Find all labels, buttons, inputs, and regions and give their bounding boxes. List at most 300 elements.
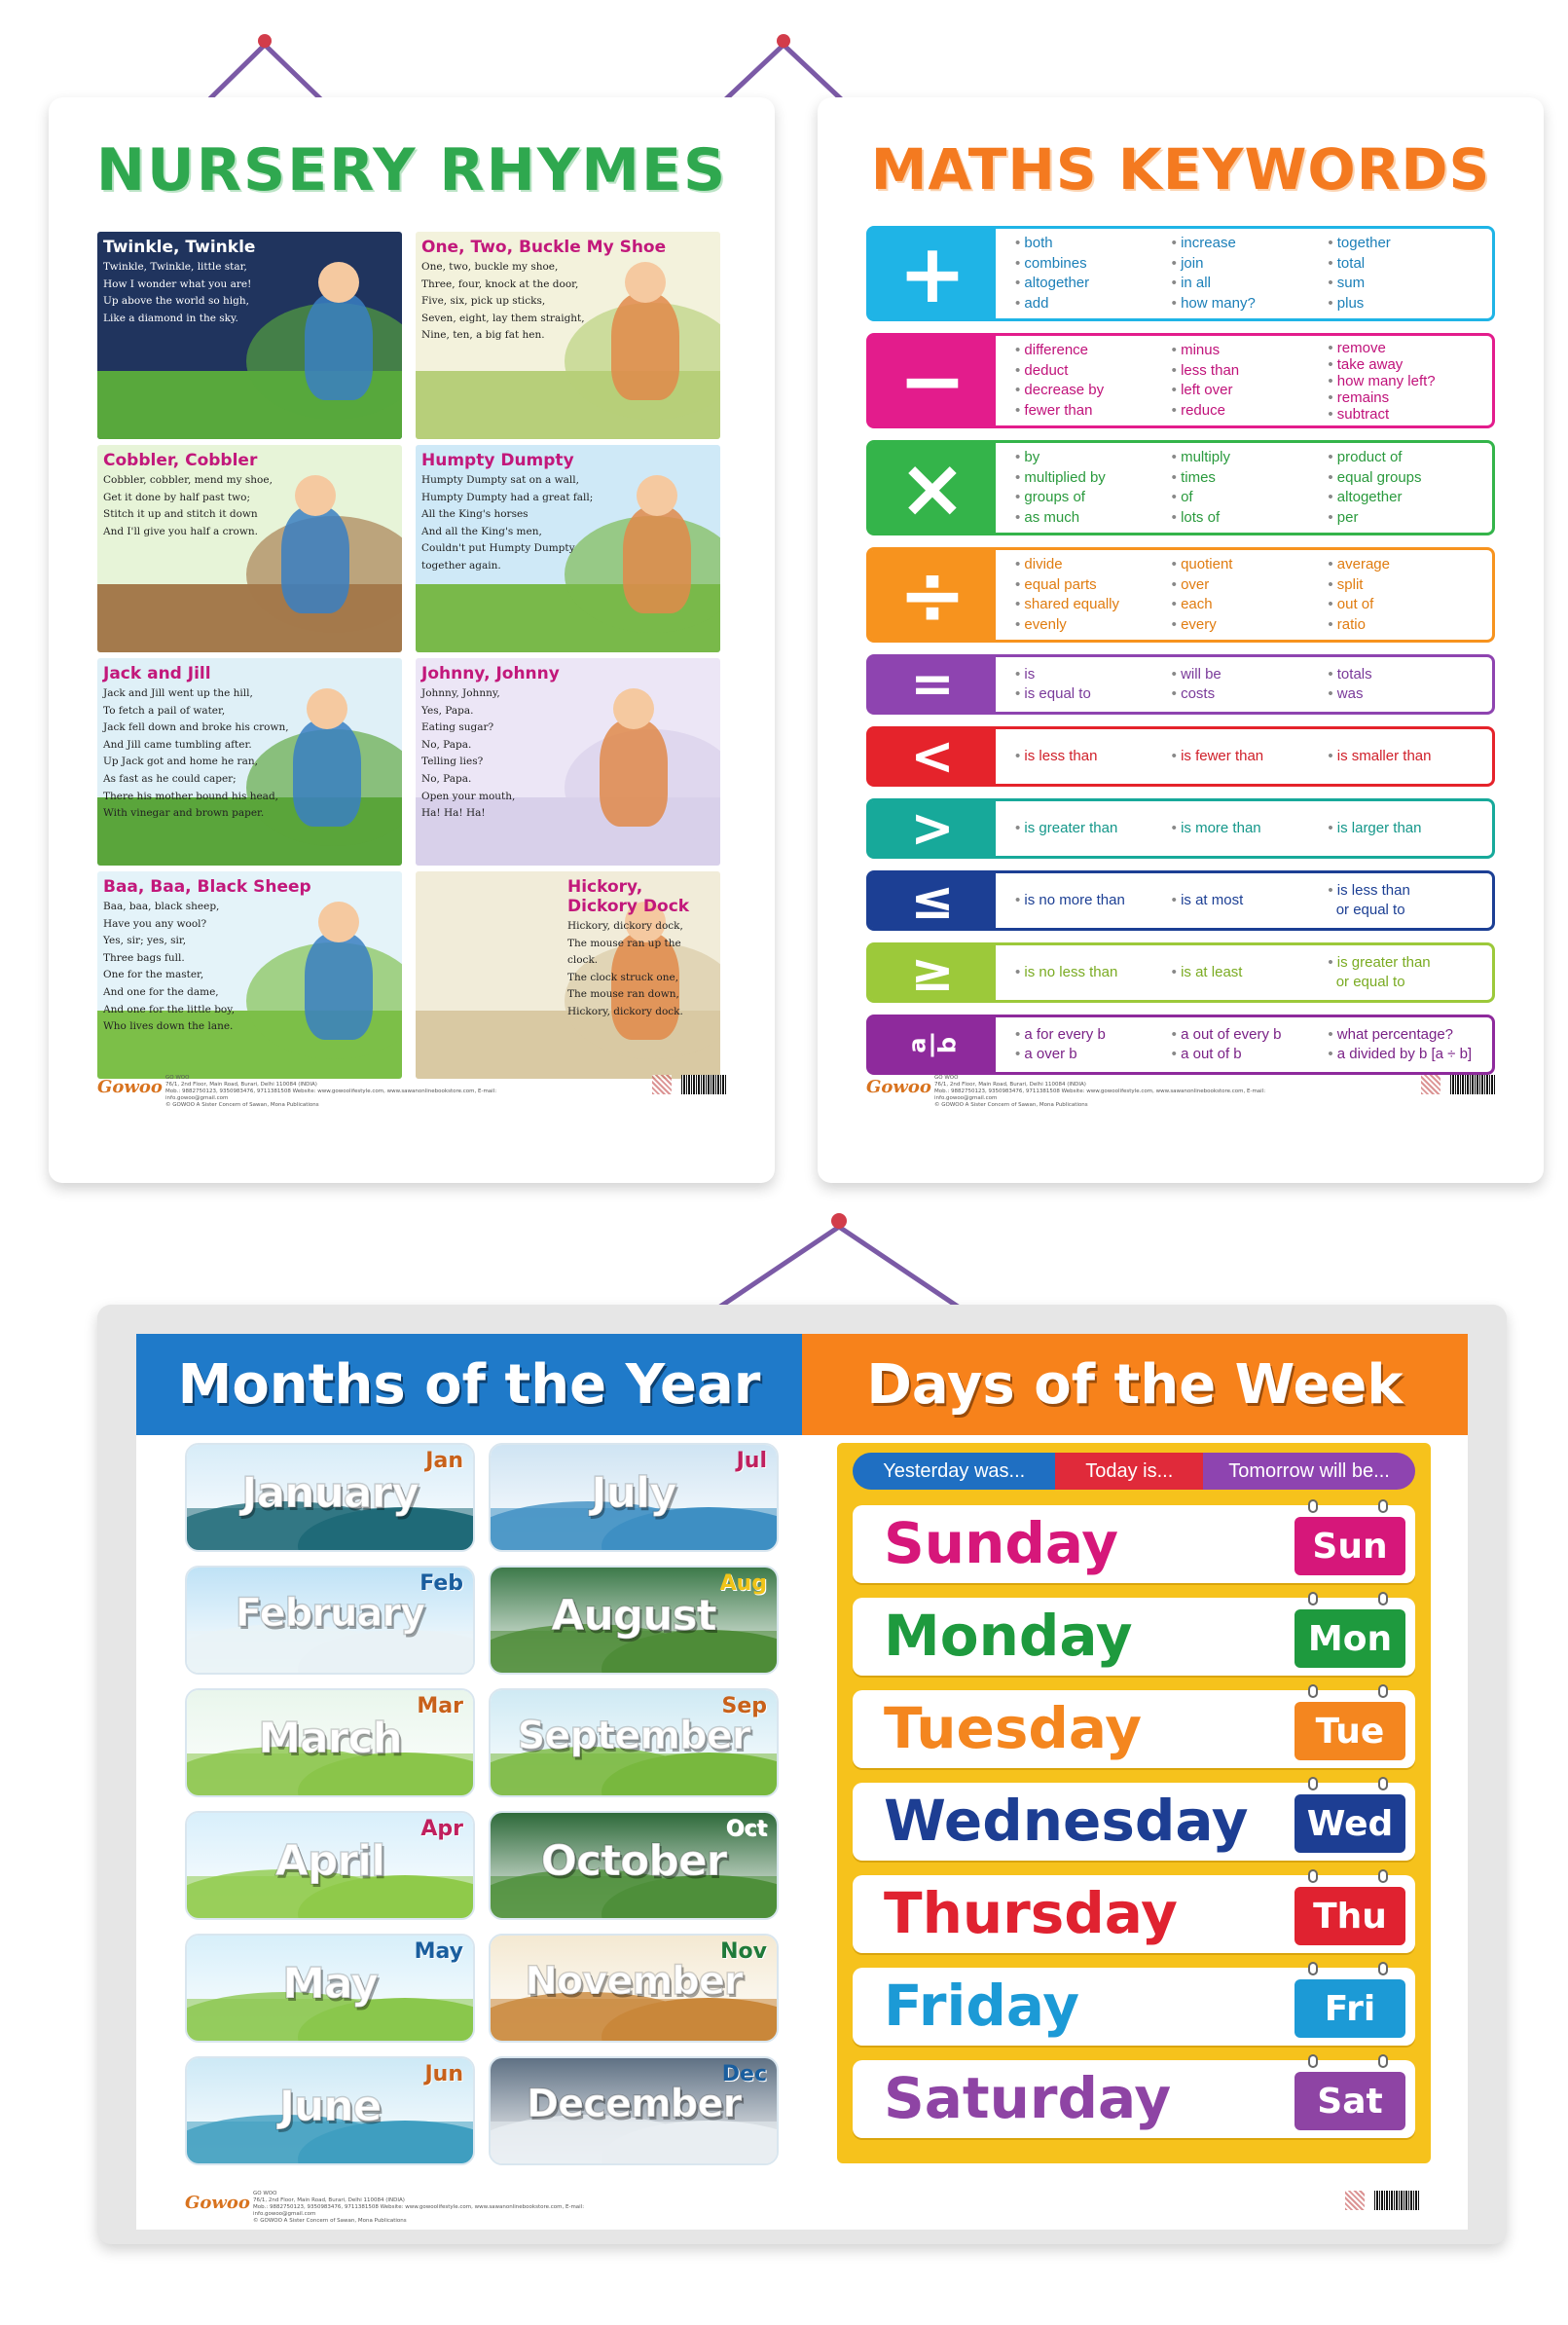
keyword-row — [866, 440, 1495, 535]
months-days-sheet — [136, 1334, 1468, 2230]
day-row — [853, 1690, 1415, 1768]
day-name: Friday — [884, 1973, 1080, 2039]
rhyme-line: Five, six, pick up sticks, — [421, 295, 546, 308]
keyword: or equal to — [1335, 974, 1405, 990]
rhyme-line: Up Jack got and home he ran, — [103, 756, 258, 768]
keyword: • lots of — [1172, 508, 1329, 529]
month-name: May — [282, 1959, 378, 2009]
keyword: • multiplied by — [1015, 468, 1172, 489]
day-abbreviation: Wed — [1295, 1794, 1405, 1853]
rhyme-line: There his mother bound his head, — [103, 790, 278, 802]
keyword: • altogether — [1015, 274, 1172, 294]
calendar-ring-icon — [1378, 1684, 1388, 1698]
rhyme-card — [416, 232, 720, 439]
rhyme-line: Jack and Jill went up the hill, — [103, 687, 253, 699]
barcode — [681, 1075, 726, 1094]
keyword: • each — [1172, 595, 1329, 615]
keyword: • is larger than — [1328, 819, 1484, 839]
keyword: • is at least — [1172, 963, 1329, 983]
month-name: July — [591, 1468, 676, 1518]
calendar-ring-icon — [1378, 1499, 1388, 1513]
day-name: Tuesday — [884, 1695, 1143, 1761]
rhyme-line: Couldn't put Humpty Dumpty — [421, 542, 575, 555]
keyword-columns — [996, 873, 1492, 928]
keyword: • shared equally — [1015, 595, 1172, 615]
keyword: • as much — [1015, 508, 1172, 529]
rhyme-line: And one for the little boy, — [103, 1003, 236, 1015]
rhyme-line: To fetch a pail of water, — [103, 704, 226, 717]
operator-symbol: < — [869, 729, 996, 784]
keyword-columns — [996, 801, 1492, 856]
keyword: • a out of every b — [1172, 1025, 1329, 1046]
month-name: August — [551, 1591, 716, 1641]
calendar-ring-icon — [1308, 2054, 1318, 2068]
keyword-column — [1015, 873, 1172, 928]
keyword: • combines — [1015, 254, 1172, 275]
rhyme-line: The mouse ran down, — [567, 988, 679, 1001]
keyword: • a for every b — [1015, 1025, 1172, 1046]
keyword: • deduct — [1015, 361, 1172, 382]
keyword-column — [1328, 801, 1484, 856]
calendar-ring-icon — [1378, 1962, 1388, 1975]
keyword-columns — [996, 1017, 1492, 1072]
keyword: • increase — [1172, 234, 1329, 254]
month-card — [489, 1688, 779, 1797]
keyword-column — [1172, 336, 1329, 425]
keyword: • a over b — [1015, 1045, 1172, 1065]
month-abbreviation: May — [414, 1939, 463, 1964]
calendar-ring-icon — [1378, 2054, 1388, 2068]
month-card — [489, 1934, 779, 2043]
keyword-columns — [996, 336, 1492, 425]
day-abbreviation: Mon — [1295, 1609, 1405, 1668]
keyword: • plus — [1328, 294, 1484, 314]
keyword: • equal parts — [1015, 575, 1172, 596]
month-abbreviation: Apr — [420, 1817, 463, 1841]
month-name: November — [525, 1959, 743, 2004]
operator-symbol: ÷ — [869, 550, 996, 640]
qr-code — [652, 1075, 672, 1094]
month-name: March — [258, 1714, 402, 1763]
keyword-column — [1328, 229, 1484, 318]
rhyme-line: Cobbler, cobbler, mend my shoe, — [103, 474, 273, 486]
rhyme-line: One, two, buckle my shoe, — [421, 261, 559, 273]
rhyme-title: Twinkle, Twinkle — [103, 238, 256, 257]
tab-yesterday: Yesterday was... — [853, 1453, 1055, 1490]
month-card — [185, 1688, 475, 1797]
publisher-info: GO WOO 76/1, 2nd Floor, Main Road, Burari, Delhi 110084 (INDIA) Mob.: 9882750123, 9350983476, 9711381508 Website: www.gowoolifestyle.com, www.sawanonlinebookstore.com, E-mail: info.gowoo@gmail.com © GOWOO A Sister Concern of Sawan, Mona Publications — [934, 1075, 1266, 1108]
rhyme-line: Jack fell down and broke his crown, — [103, 721, 289, 734]
keyword: • is equal to — [1015, 684, 1172, 705]
keyword: • is — [1015, 665, 1172, 685]
rhyme-line: And all the King's men, — [421, 525, 542, 537]
poster-footer — [185, 2189, 1419, 2224]
qr-code — [1345, 2191, 1365, 2210]
month-abbreviation: Dec — [721, 2062, 767, 2086]
keyword: • fewer than — [1015, 401, 1172, 422]
day-row — [853, 1875, 1415, 1953]
rhyme-title: One, Two, Buckle My Shoe — [421, 238, 667, 257]
keyword: • by — [1015, 448, 1172, 468]
month-name: April — [274, 1836, 385, 1886]
day-row — [853, 1783, 1415, 1861]
rhyme-card — [97, 658, 402, 866]
month-abbreviation: Mar — [417, 1694, 463, 1718]
day-tabs — [853, 1453, 1415, 1490]
rhyme-line: Get it done by half past two; — [103, 491, 251, 503]
rhyme-title: Cobbler, Cobbler — [103, 451, 258, 470]
rhyme-line: And Jill came tumbling after. — [103, 738, 252, 751]
month-card — [185, 2056, 475, 2165]
keyword-column — [1015, 336, 1172, 425]
month-abbreviation: Jul — [736, 1449, 767, 1473]
keyword: • is less than — [1328, 881, 1484, 902]
keyword-row — [866, 798, 1495, 859]
tab-tomorrow: Tomorrow will be... — [1203, 1453, 1415, 1490]
keyword: • left over — [1172, 381, 1329, 401]
day-abbreviation: Sun — [1295, 1517, 1405, 1575]
keyword: • how many? — [1172, 294, 1329, 314]
month-name: January — [241, 1468, 419, 1518]
keyword: • difference — [1015, 341, 1172, 361]
rhyme-line: Hickory, dickory dock. — [567, 1005, 683, 1017]
operator-symbol: + — [869, 229, 996, 318]
qr-code — [1421, 1075, 1440, 1094]
month-illustration — [491, 1753, 777, 1795]
keyword: • multiply — [1172, 448, 1329, 468]
rhyme-line: Ha! Ha! Ha! — [421, 807, 486, 820]
day-abbreviation: Fri — [1295, 1979, 1405, 2038]
rhyme-text — [103, 685, 396, 823]
keyword-columns — [996, 729, 1492, 784]
rhyme-line: Like a diamond in the sky. — [103, 312, 238, 324]
day-name: Sunday — [884, 1510, 1119, 1576]
keyword: • what percentage? — [1328, 1025, 1484, 1046]
keyword-column — [1328, 1017, 1484, 1072]
keyword-column — [1172, 945, 1329, 1000]
keyword-column — [1172, 1017, 1329, 1072]
keyword: • equal groups — [1328, 468, 1484, 489]
day-row — [853, 2060, 1415, 2138]
calendar-ring-icon — [1308, 1592, 1318, 1605]
keyword-row — [866, 870, 1495, 931]
month-abbreviation: Oct — [725, 1817, 767, 1841]
month-name: December — [526, 2082, 742, 2126]
rhyme-line: Stitch it up and stitch it down — [103, 508, 258, 521]
poster-footer — [866, 1073, 1495, 1108]
publisher-logo: Gowoo — [185, 2193, 250, 2213]
keyword-column — [1172, 873, 1329, 928]
rhyme-line: Yes, Papa. — [421, 704, 474, 717]
rhyme-title: Johnny, Johnny — [421, 664, 560, 683]
poster-footer — [97, 1073, 726, 1108]
keyword: • together — [1328, 234, 1484, 254]
rhyme-line: Three bags full. — [103, 951, 185, 964]
keyword-columns — [996, 945, 1492, 1000]
keyword: • less than — [1172, 361, 1329, 382]
keyword-column — [1328, 729, 1484, 784]
keyword: • is fewer than — [1172, 747, 1329, 767]
month-abbreviation: Jan — [425, 1449, 463, 1473]
rhyme-line: Up above the world so high, — [103, 295, 249, 308]
keyword: • is no less than — [1015, 963, 1172, 983]
month-abbreviation: Sep — [721, 1694, 767, 1718]
month-name: September — [517, 1714, 750, 1758]
keyword: • take away — [1328, 356, 1484, 373]
rhyme-title: Jack and Jill — [103, 664, 211, 683]
rhyme-line: Yes, sir; yes, sir, — [103, 935, 187, 947]
rhyme-line: Eating sugar? — [421, 721, 494, 734]
keyword-column — [1015, 229, 1172, 318]
publisher-logo: Gowoo — [866, 1077, 931, 1097]
keyword-column — [1015, 801, 1172, 856]
publisher-info: GO WOO 76/1, 2nd Floor, Main Road, Burari, Delhi 110084 (INDIA) Mob.: 9882750123, 9350983476, 9711381508 Website: www.gowoolifestyle.com, www.sawanonlinebookstore.com, E-mail: info.gowoo@gmail.com © GOWOO A Sister Concern of Sawan, Mona Publications — [165, 1075, 497, 1108]
nursery-rhymes-poster — [49, 97, 775, 1183]
barcode — [1450, 1075, 1495, 1094]
rhyme-line: And one for the dame, — [103, 985, 219, 998]
rhyme-line: Who lives down the lane. — [103, 1020, 234, 1033]
days-panel — [837, 1443, 1431, 2163]
day-abbreviation: Tue — [1295, 1702, 1405, 1760]
keyword: • evenly — [1015, 615, 1172, 636]
maths-keywords-poster — [818, 97, 1544, 1183]
keyword: • subtract — [1328, 406, 1484, 423]
month-name: February — [235, 1591, 425, 1636]
operator-symbol: ≤ — [869, 873, 996, 928]
keyword-column — [1015, 1017, 1172, 1072]
keyword: • costs — [1172, 684, 1329, 705]
month-name: June — [278, 2082, 382, 2131]
keyword-row — [866, 654, 1495, 715]
keyword-column — [1172, 657, 1329, 712]
keyword-column — [1172, 801, 1329, 856]
tab-today: Today is... — [1055, 1453, 1203, 1490]
operator-symbol: > — [869, 801, 996, 856]
keyword-column — [1328, 550, 1484, 640]
keyword-column — [1328, 657, 1484, 712]
keyword-row — [866, 1015, 1495, 1075]
rhyme-line: No, Papa. — [421, 772, 472, 785]
day-name: Wednesday — [884, 1788, 1249, 1854]
keyword: • is smaller than — [1328, 747, 1484, 767]
operator-symbol: ≥ — [869, 945, 996, 1000]
rhyme-card — [416, 445, 720, 652]
rhyme-card — [416, 658, 720, 866]
keyword: • remove — [1328, 340, 1484, 356]
calendar-ring-icon — [1308, 1869, 1318, 1883]
keyword: • minus — [1172, 341, 1329, 361]
rhyme-line: Baa, baa, black sheep, — [103, 901, 220, 912]
keyword: • add — [1015, 294, 1172, 314]
rhyme-line: together again. — [421, 559, 501, 572]
rhyme-text — [103, 899, 396, 1036]
rhyme-line: All the King's horses — [421, 508, 529, 521]
barcode — [1374, 2191, 1419, 2210]
maths-keywords-title: MATHS KEYWORDS — [870, 136, 1491, 203]
keyword-column — [1172, 550, 1329, 640]
keyword-columns — [996, 443, 1492, 533]
keyword-row — [866, 226, 1495, 321]
month-abbreviation: Jun — [424, 2062, 463, 2086]
keyword: • is at most — [1172, 891, 1329, 911]
keyword: • of — [1172, 488, 1329, 508]
keyword: • how many left? — [1328, 373, 1484, 389]
rhyme-title: Baa, Baa, Black Sheep — [103, 877, 311, 897]
keyword: • is greater than — [1015, 819, 1172, 839]
keyword: • ratio — [1328, 615, 1484, 636]
keyword-row — [866, 942, 1495, 1003]
day-row — [853, 1968, 1415, 2046]
keyword: • per — [1328, 508, 1484, 529]
month-illustration — [491, 1999, 777, 2041]
month-card — [489, 1566, 779, 1675]
keyword-row — [866, 726, 1495, 787]
keyword-column — [1328, 945, 1484, 1000]
rhyme-line: One for the master, — [103, 969, 204, 981]
keyword: • sum — [1328, 274, 1484, 294]
rhyme-text — [421, 472, 714, 575]
calendar-ring-icon — [1308, 1962, 1318, 1975]
rhyme-text — [421, 259, 714, 345]
keyword: • decrease by — [1015, 381, 1172, 401]
rhyme-line: Have you any wool? — [103, 917, 207, 930]
month-card — [185, 1443, 475, 1552]
keyword: • reduce — [1172, 401, 1329, 422]
keyword: • out of — [1328, 595, 1484, 615]
months-days-poster — [97, 1305, 1507, 2244]
keyword: • times — [1172, 468, 1329, 489]
keyword-columns — [996, 657, 1492, 712]
keyword-column — [1328, 336, 1484, 425]
month-card — [489, 1443, 779, 1552]
day-abbreviation: Sat — [1295, 2072, 1405, 2130]
operator-symbol — [869, 1017, 996, 1072]
keyword: • is more than — [1172, 819, 1329, 839]
keyword-column — [1015, 443, 1172, 533]
keyword: • every — [1172, 615, 1329, 636]
keyword-columns — [996, 229, 1492, 318]
keyword: • in all — [1172, 274, 1329, 294]
keyword: • over — [1172, 575, 1329, 596]
rhyme-line: How I wonder what you are! — [103, 277, 252, 290]
rhyme-line: With vinegar and brown paper. — [103, 807, 265, 820]
calendar-ring-icon — [1378, 1869, 1388, 1883]
rhyme-line: Three, four, knock at the door, — [421, 277, 579, 290]
month-abbreviation: Aug — [719, 1571, 767, 1596]
calendar-ring-icon — [1378, 1777, 1388, 1790]
keyword: or equal to — [1335, 902, 1405, 918]
month-name: October — [540, 1836, 727, 1886]
keyword: • a out of b — [1172, 1045, 1329, 1065]
rhyme-card — [97, 871, 402, 1079]
keyword: • will be — [1172, 665, 1329, 685]
rhyme-text — [103, 472, 396, 540]
keyword: • quotient — [1172, 555, 1329, 575]
rhyme-line: Humpty Dumpty sat on a wall, — [421, 474, 579, 486]
publisher-logo: Gowoo — [97, 1077, 163, 1097]
rhyme-line: The clock struck one, — [567, 971, 679, 983]
keyword: • is less than — [1015, 747, 1172, 767]
month-card — [185, 1811, 475, 1920]
rhyme-text — [103, 259, 396, 327]
rhyme-text — [421, 685, 714, 823]
rhyme-line: And I'll give you half a crown. — [103, 525, 258, 537]
keyword: • join — [1172, 254, 1329, 275]
rhyme-title: Humpty Dumpty — [421, 451, 574, 470]
keyword: • groups of — [1015, 488, 1172, 508]
rhyme-line: As fast as he could caper; — [103, 772, 237, 785]
keyword: • total — [1328, 254, 1484, 275]
months-grid — [185, 1443, 779, 2165]
day-name: Monday — [884, 1603, 1133, 1669]
keyword: • product of — [1328, 448, 1484, 468]
day-name: Thursday — [884, 1880, 1178, 1946]
rhyme-line: Open your mouth, — [421, 790, 516, 802]
rhyme-line: Nine, ten, a big fat hen. — [421, 329, 545, 342]
keyword-columns — [996, 550, 1492, 640]
month-illustration — [491, 2122, 777, 2163]
rhyme-line: Twinkle, Twinkle, little star, — [103, 261, 247, 273]
keyword-column — [1015, 550, 1172, 640]
keyword: • a divided by b [a ÷ b] — [1328, 1045, 1484, 1065]
rhyme-line: Telling lies? — [421, 756, 484, 768]
keyword: • is greater than — [1328, 953, 1484, 974]
operator-symbol: × — [869, 443, 996, 533]
operator-symbol: = — [869, 657, 996, 712]
keyword-row — [866, 547, 1495, 643]
month-illustration — [187, 1631, 473, 1673]
rhyme-line: The mouse ran up the clock. — [567, 937, 681, 967]
rhymes-grid — [97, 232, 726, 1079]
day-name: Saturday — [884, 2065, 1172, 2131]
rhyme-line: Johnny, Johnny, — [421, 687, 500, 699]
rhyme-line: Seven, eight, lay them straight, — [421, 312, 585, 324]
keyword-column — [1328, 873, 1484, 928]
keyword-column — [1328, 443, 1484, 533]
nursery-rhymes-title: NURSERY RHYMES — [95, 136, 728, 204]
day-abbreviation: Thu — [1295, 1887, 1405, 1945]
rhyme-title: Hickory, Dickory Dock — [567, 877, 690, 916]
rhyme-line: No, Papa. — [421, 738, 472, 751]
rhyme-line: Hickory, dickory dock, — [567, 920, 683, 932]
publisher-info: GO WOO 76/1, 2nd Floor, Main Road, Burari, Delhi 110084 (INDIA) Mob.: 9882750123, 9350983476, 9711381508 Website: www.gowoolifestyle.com, www.sawanonlinebookstore.com, E-mail: info.gowoo@gmail.com © GOWOO A Sister Concern of Sawan, Mona Publications — [253, 2191, 585, 2224]
keyword: • altogether — [1328, 488, 1484, 508]
day-row — [853, 1598, 1415, 1676]
rhyme-card — [97, 445, 402, 652]
keyword-column — [1172, 443, 1329, 533]
keyword-row — [866, 333, 1495, 428]
calendar-ring-icon — [1378, 1592, 1388, 1605]
keyword: • totals — [1328, 665, 1484, 685]
calendar-ring-icon — [1308, 1499, 1318, 1513]
rhyme-card — [97, 232, 402, 439]
calendar-ring-icon — [1308, 1777, 1318, 1790]
keyword-column — [1172, 229, 1329, 318]
month-card — [185, 1934, 475, 2043]
month-abbreviation: Nov — [720, 1939, 767, 1964]
month-card — [185, 1566, 475, 1675]
keyword: • split — [1328, 575, 1484, 596]
rhyme-line: Humpty Dumpty had a great fall; — [421, 491, 594, 503]
rhyme-card — [416, 871, 720, 1079]
keyword: • average — [1328, 555, 1484, 575]
month-abbreviation: Feb — [419, 1571, 463, 1596]
month-card — [489, 2056, 779, 2165]
days-title: Days of the Week — [802, 1334, 1468, 1435]
maths-keywords-sheet — [818, 97, 1544, 1183]
operator-symbol: − — [869, 336, 996, 425]
keyword: • was — [1328, 684, 1484, 705]
